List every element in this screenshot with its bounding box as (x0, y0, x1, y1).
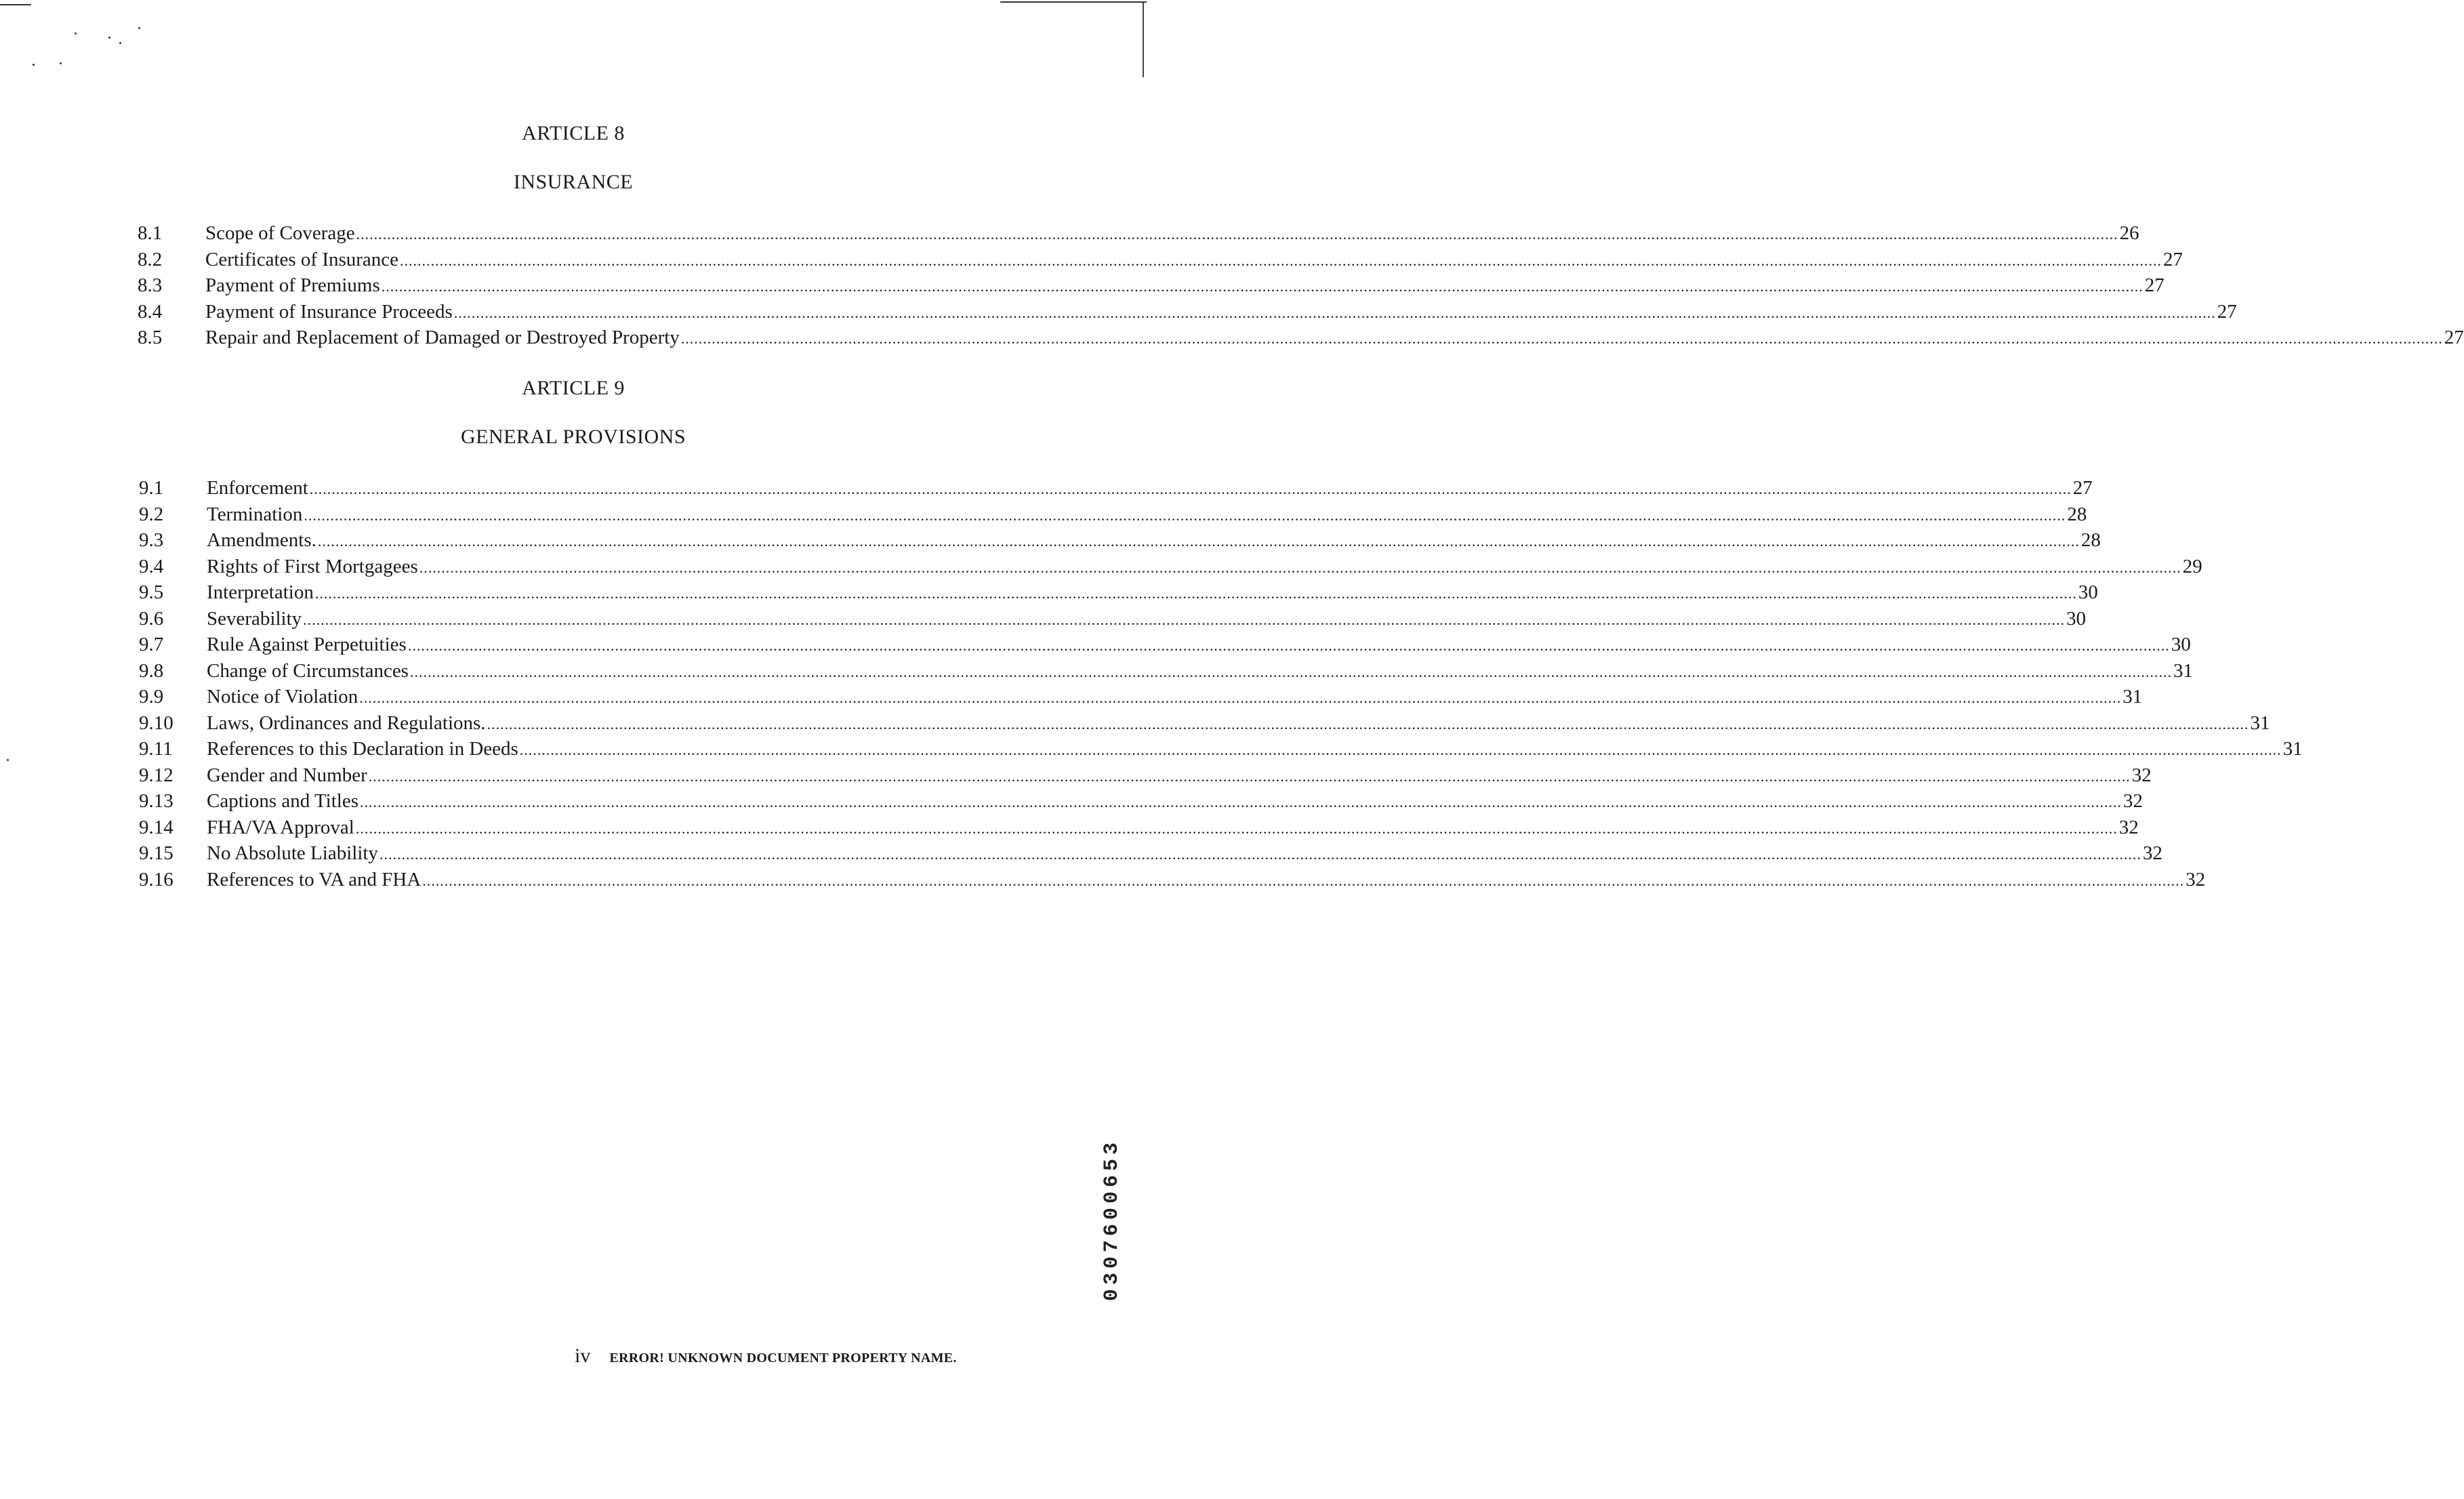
dot-leader: ................................................................................................................................................................................................................................................................................................................................................................................................................ (317, 533, 2080, 550)
toc-entry-number: 9.6 (139, 607, 164, 630)
toc-entry (138, 248, 2183, 275)
scan-artifact-line (0, 4, 31, 5)
toc-entry-number: 9.9 (139, 686, 164, 707)
toc-entry-page: 31 (2173, 659, 2193, 682)
dot-leader: ................................................................................................................................................................................................................................................................................................................................................................................................................ (487, 715, 2249, 733)
toc-entry-number: 9.11 (139, 738, 173, 760)
toc-entry (138, 222, 2139, 249)
toc-entry-title: References to VA and FHA (207, 868, 422, 890)
toc-entry-title: Change of Circumstances (207, 659, 409, 682)
toc-entry (139, 790, 2143, 817)
toc-entry (139, 659, 2193, 686)
toc-entry (139, 555, 2202, 582)
toc-entry-page: 31 (2282, 738, 2303, 760)
toc-entry (139, 581, 2098, 608)
dot-leader: ................................................................................................................................................................................................................................................................................................................................................................................................................ (356, 226, 2118, 243)
dot-leader: ................................................................................................................................................................................................................................................................................................................................................................................................................ (360, 794, 2122, 810)
toc-entry-page: 27 (2163, 248, 2183, 270)
toc-entry-number: 8.2 (138, 248, 163, 270)
toc-entry-page: 32 (2118, 816, 2139, 838)
toc-entry (139, 868, 2206, 895)
toc-entry-page: 28 (2067, 503, 2087, 525)
dot-leader: ................................................................................................................................................................................................................................................................................................................................................................................................................ (519, 741, 2282, 758)
toc-entry-page: 27 (2217, 300, 2237, 323)
toc-entry (138, 274, 2164, 301)
article-8-toc (138, 222, 2464, 353)
toc-entry (139, 738, 2303, 764)
toc-entry-title: Rights of First Mortgagees (207, 555, 418, 577)
dot-leader: ................................................................................................................................................................................................................................................................................................................................................................................................................ (314, 585, 2077, 602)
page-footer (575, 1344, 957, 1368)
toc-entry-number: 9.16 (139, 868, 173, 890)
toc-entry (139, 634, 2191, 660)
toc-entry-number: 9.2 (139, 503, 164, 525)
bates-stamp (1098, 1077, 1125, 1301)
scan-speck (33, 64, 35, 66)
toc-entry-number: 9.5 (139, 581, 164, 603)
scan-speck (75, 33, 77, 35)
toc-entry-page: 29 (2182, 555, 2202, 577)
scan-artifact-line (1000, 1, 1147, 3)
toc-entry-title: Notice of Violation (207, 686, 358, 707)
toc-entry (139, 477, 2093, 504)
bates-stamp-text: 0307600653 (1101, 1138, 1124, 1301)
dot-leader: ................................................................................................................................................................................................................................................................................................................................................................................................................ (407, 637, 2170, 654)
toc-entry-title: Enforcement (207, 477, 308, 499)
scan-speck (7, 759, 9, 761)
scan-speck (119, 42, 121, 44)
toc-entry (139, 816, 2139, 843)
toc-entry (139, 503, 2087, 530)
scan-speck (108, 37, 110, 39)
toc-entry-number: 8.3 (138, 274, 163, 296)
toc-entry-page: 27 (2444, 327, 2464, 348)
toc-entry-page: 32 (2142, 842, 2162, 864)
toc-entry (139, 607, 2087, 634)
toc-entry-page: 30 (2078, 581, 2098, 603)
toc-entry-page: 26 (2119, 222, 2139, 244)
toc-entry-number: 9.10 (139, 712, 173, 734)
toc-entry-page: 30 (2171, 634, 2191, 655)
dot-leader: ................................................................................................................................................................................................................................................................................................................................................................................................................ (680, 330, 2443, 347)
toc-entry (139, 712, 2270, 739)
toc-entry (139, 686, 2143, 712)
toc-entry-title: References to this Declaration in Deeds (207, 738, 518, 760)
footer-page-number: iv (575, 1344, 591, 1367)
footer-error-text: ERROR! UNKNOWN DOCUMENT PROPERTY NAME. (609, 1351, 957, 1365)
toc-entry-title: Payment of Insurance Proceeds (205, 300, 453, 323)
toc-entry-number: 9.15 (139, 842, 173, 864)
dot-leader: ................................................................................................................................................................................................................................................................................................................................................................................................................ (359, 689, 2122, 706)
toc-entry-title: Scope of Coverage (205, 222, 355, 244)
toc-entry-number: 8.1 (138, 222, 163, 244)
article-9-subheading: GENERAL PROVISIONS (460, 426, 686, 448)
dot-leader: ................................................................................................................................................................................................................................................................................................................................................................................................................ (381, 278, 2143, 295)
dot-leader: ................................................................................................................................................................................................................................................................................................................................................................................................................ (422, 871, 2185, 889)
scan-speck (138, 27, 140, 29)
toc-entry-page: 31 (2122, 686, 2143, 707)
toc-entry-title: Laws, Ordinances and Regulations. (207, 712, 486, 734)
toc-entry-title: Interpretation (207, 581, 314, 603)
article-8-heading: ARTICLE 8 (522, 122, 625, 144)
toc-entry (139, 529, 2101, 556)
toc-entry-page: 30 (2066, 607, 2087, 630)
dot-leader: ................................................................................................................................................................................................................................................................................................................................................................................................................ (409, 663, 2172, 680)
dot-leader: ................................................................................................................................................................................................................................................................................................................................................................................................................ (303, 611, 2066, 628)
toc-entry-title: Severability (207, 607, 302, 630)
toc-entry-title: Termination (207, 503, 303, 525)
toc-entry-number: 9.8 (139, 659, 164, 682)
article-9-toc (139, 477, 2303, 895)
toc-entry-title: Payment of Premiums (205, 274, 380, 296)
toc-entry-title: Gender and Number (207, 764, 367, 786)
toc-entry-title: Certificates of Insurance (205, 248, 399, 270)
dot-leader: ................................................................................................................................................................................................................................................................................................................................................................................................................ (379, 846, 2141, 863)
toc-entry-page: 31 (2250, 712, 2270, 734)
toc-entry-number: 9.3 (139, 529, 164, 551)
article-8-subheading: INSURANCE (513, 171, 634, 193)
toc-entry-page: 27 (2072, 477, 2093, 499)
toc-entry-page: 32 (2185, 868, 2206, 890)
toc-entry-page: 32 (2131, 764, 2152, 786)
toc-entry (139, 764, 2152, 791)
dot-leader: ................................................................................................................................................................................................................................................................................................................................................................................................................ (355, 819, 2118, 837)
toc-entry-number: 9.7 (139, 634, 164, 655)
toc-entry-number: 9.14 (139, 816, 173, 838)
toc-entry-title: Captions and Titles (207, 790, 358, 812)
dot-leader: ................................................................................................................................................................................................................................................................................................................................................................................................................ (453, 304, 2216, 321)
toc-entry (139, 842, 2162, 869)
toc-entry-page: 28 (2080, 529, 2101, 551)
dot-leader: ................................................................................................................................................................................................................................................................................................................................................................................................................ (419, 558, 2181, 576)
toc-entry-page: 27 (2144, 274, 2164, 296)
toc-entry-number: 9.13 (139, 790, 173, 812)
toc-entry-title: Amendments. (207, 529, 316, 551)
toc-entry-number: 8.5 (138, 327, 163, 348)
dot-leader: ................................................................................................................................................................................................................................................................................................................................................................................................................ (368, 767, 2131, 785)
toc-entry-number: 8.4 (138, 300, 163, 323)
toc-entry-title: No Absolute Liability (207, 842, 378, 864)
dot-leader: ................................................................................................................................................................................................................................................................................................................................................................................................................ (400, 251, 2162, 269)
dot-leader: ................................................................................................................................................................................................................................................................................................................................................................................................................ (309, 480, 2072, 497)
toc-entry-title: Rule Against Perpetuities (207, 634, 407, 655)
article-9-heading: ARTICLE 9 (522, 377, 625, 399)
toc-entry-title: FHA/VA Approval (207, 816, 354, 838)
toc-entry (138, 300, 2237, 327)
toc-entry-number: 9.12 (139, 764, 173, 786)
scan-artifact-edge (1143, 3, 1144, 77)
scan-speck (60, 62, 62, 64)
toc-entry-title: Repair and Replacement of Damaged or Destroyed Property (205, 327, 680, 348)
toc-entry-number: 9.4 (139, 555, 164, 577)
toc-entry (138, 327, 2464, 353)
toc-entry-page: 32 (2123, 790, 2143, 812)
toc-entry-number: 9.1 (139, 477, 164, 499)
dot-leader: ................................................................................................................................................................................................................................................................................................................................................................................................................ (304, 506, 2066, 524)
